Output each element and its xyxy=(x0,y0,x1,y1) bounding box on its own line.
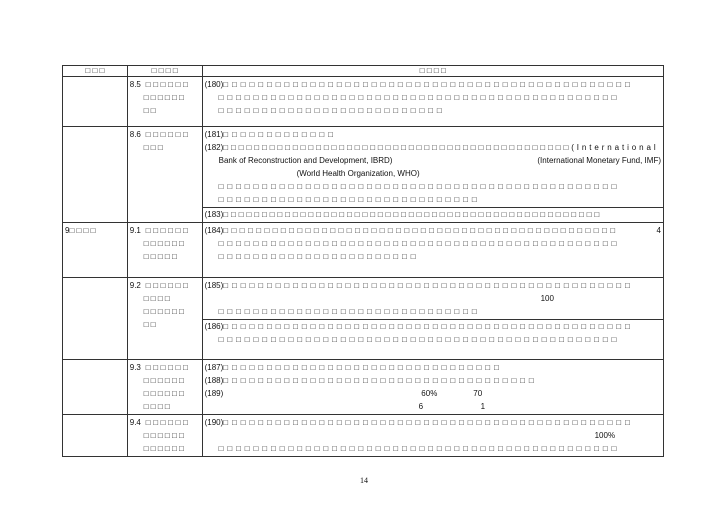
section-title: □ □ □ □ □ xyxy=(143,252,177,261)
section-number: 9.2 xyxy=(129,281,141,290)
section-number: 9.1 xyxy=(129,226,141,235)
header-chapter: □ □ □ xyxy=(63,66,128,77)
chapter-cell: 9□ □ □ □ xyxy=(63,223,128,278)
section-title: □ □ □ □ xyxy=(143,402,170,411)
paragraph-number: (182) xyxy=(204,143,224,152)
table-header-row xyxy=(63,66,664,77)
percent-value: 100% xyxy=(594,431,616,440)
paragraph-number: (190) xyxy=(204,418,224,427)
chapter-cell xyxy=(63,77,128,127)
paragraph xyxy=(205,78,661,91)
paragraph-text: □□□□□□□□□□□□□□□□□□□□□□□□□□□□□□□□□□□□□□□□□□□□□□□ xyxy=(223,80,634,89)
paragraph-line xyxy=(205,154,661,167)
section-title: □ □ □ □ □ □ xyxy=(145,226,189,235)
paragraph-number: (189) xyxy=(204,389,224,398)
section-title: □ □ □ □ □ □ xyxy=(143,431,184,440)
section-title: □ □ □ □ □ □ xyxy=(145,130,189,139)
ibrd-name: Bank of Reconstruction and Development, IBRD) xyxy=(218,156,393,165)
chapter-cell xyxy=(63,415,128,457)
paragraph xyxy=(205,279,661,292)
table-row xyxy=(63,415,664,457)
section-cell xyxy=(127,127,202,223)
paragraph-text: □□□□□□□□□□□□□□□□□□□□□□□□□□□□□□□□□□□□□□□□□□□□□□ xyxy=(218,444,621,453)
section-title: □ □ □ □ □ □ xyxy=(143,376,184,385)
section-title: □ □ □ □ xyxy=(143,294,170,303)
paragraph xyxy=(205,320,661,333)
paragraph-number: (181) xyxy=(204,130,224,139)
paragraph-number: (184) xyxy=(204,226,224,235)
table-row xyxy=(63,360,664,415)
section-title: □ □ □ □ □ □ xyxy=(143,444,184,453)
paragraph-text: □□□□□□□□□□□□□□□□□□□□□□□□□□□□□□□□□□□□□□□□□□□□□□□ xyxy=(223,418,634,427)
paragraph xyxy=(205,416,661,429)
section-cell xyxy=(127,415,202,457)
section-title: □ □ □ □ □ □ xyxy=(143,239,184,248)
paragraph-number: (188) xyxy=(204,376,224,385)
paragraph-number: (183) xyxy=(204,210,224,219)
section-title: □ □ □ □ □ □ xyxy=(143,389,184,398)
percent-value: 60% xyxy=(421,389,438,398)
page-number: 14 xyxy=(360,476,368,485)
paragraph-number: (186) xyxy=(204,322,224,331)
paragraph xyxy=(205,374,661,387)
paragraph-text: □□□□□□□□□□□□□□□□□□□□□□□□□□□□□□□□□□□□□□□□□□□□□□ xyxy=(218,182,621,191)
paragraph xyxy=(205,208,661,221)
section-title: □ □ □ □ □ □ xyxy=(145,281,189,290)
paragraph-text: □□□□□□□□□□□□□□□□□□□□□□□□□□ xyxy=(218,106,446,115)
section-title: □ □ □ xyxy=(143,143,163,152)
section-title: □ □ □ □ □ □ xyxy=(145,363,189,372)
paragraph xyxy=(205,387,661,400)
imf-name: (International Monetary Fund, IMF) xyxy=(537,156,661,165)
paragraph-text: □□□□□□□□□□□□□□□□□□□□□□□□□□□□□□□□□□□□□□□□□□□□□□□ xyxy=(223,322,634,331)
header-section: □ □ □ □ xyxy=(127,66,202,77)
paragraph-text: □□□□□□□□□□□□□□□□□□□□□□□□□□□□□□□□□□□□□□□□□□□□□□ xyxy=(218,239,621,248)
paragraph-text: □□□□□□□□□□□□□□□□□□□□□□□ xyxy=(218,252,420,261)
chapter-cell xyxy=(63,278,128,360)
number-value: 1 xyxy=(480,402,486,411)
section-number: 8.6 xyxy=(129,130,141,139)
section-cell xyxy=(127,360,202,415)
section-cell xyxy=(127,278,202,360)
paragraph-text xyxy=(223,387,661,400)
number-value: 6 xyxy=(418,402,424,411)
content-cell xyxy=(202,77,663,127)
chapter-cell xyxy=(63,127,128,223)
paragraph-text: □□□□□□□□□□□□□□□□□□□□□□□□□□□□□□□□□□□□□□□□□□□□□□□□ xyxy=(223,226,619,235)
paragraph-number: (187) xyxy=(204,363,224,372)
paragraph-text: □□□□□□□□□□□□□□□□□□□□□□□□□□□□□□□□□□□□□□□□□□□□□(International xyxy=(223,143,659,152)
paragraph xyxy=(205,141,661,154)
paragraph-text: □□□□□□□□□□□□□□□□□□□□□□□□□□□□□□□□ xyxy=(223,363,503,372)
paragraph-text: □□□□□□□□□□□□□□□□□□□□□□□□□□□□□□ xyxy=(218,307,481,316)
paragraph-line xyxy=(205,400,661,413)
paragraph xyxy=(205,361,661,374)
paragraph-number: (185) xyxy=(204,281,224,290)
paragraph-text: □□□□□□□□□□□□□□□□□□□□□□□□□□□□□□□□□□□□□□□□□□□□□□ xyxy=(218,335,621,344)
number-value: 70 xyxy=(473,389,483,398)
section-number: 9.3 xyxy=(129,363,141,372)
content-cell xyxy=(202,278,663,360)
section-title: □ □ □ □ □ □ xyxy=(143,93,184,102)
header-content: □ □ □ □ xyxy=(202,66,663,77)
chapter-cell xyxy=(63,360,128,415)
paragraph-value: 100 xyxy=(540,294,554,303)
who-name: (World Health Organization, WHO) xyxy=(296,169,420,178)
section-cell xyxy=(127,77,202,127)
paragraph-text: □□□□□□□□□□□□□□□□□□□□□□□□□□□□□□□□□□□□□□□□□□□□□□□□□ xyxy=(223,210,603,219)
content-cell xyxy=(202,223,663,278)
content-cell xyxy=(202,360,663,415)
section-number: 8.5 xyxy=(129,80,141,89)
section-title: □ □ xyxy=(143,320,156,329)
paragraph-text: □□□□□□□□□□□□□□□□□□□□□□□□□□□□□□□□□□□□□□□□□□□□□□□ xyxy=(223,281,634,290)
paragraph-text: □□□□□□□□□□□□□□□□□□□□□□□□□□□□□□ xyxy=(218,195,481,204)
paragraph-end-number: 4 xyxy=(656,226,661,235)
paragraph xyxy=(205,128,661,141)
content-cell xyxy=(202,415,663,457)
paragraph-text: □□□□□□□□□□□□□ xyxy=(223,130,337,139)
section-cell xyxy=(127,223,202,278)
section-title: □ □ □ □ □ □ xyxy=(143,307,184,316)
paragraph-number: (180) xyxy=(204,80,224,89)
table-row xyxy=(63,127,664,223)
paragraph xyxy=(205,224,661,237)
paragraph-text: □□□□□□□□□□□□□□□□□□□□□□□□□□□□□□□□□□□□□□□□□□□□□□ xyxy=(218,93,621,102)
table-row xyxy=(63,77,664,127)
content-cell xyxy=(202,127,663,223)
table-row xyxy=(63,223,664,278)
section-title: □ □ xyxy=(143,106,156,115)
document-table xyxy=(62,65,664,457)
section-title: □ □ □ □ □ □ xyxy=(145,418,189,427)
paragraph-text: □□□□□□□□□□□□□□□□□□□□□□□□□□□□□□□□□□□□ xyxy=(223,376,538,385)
table-row xyxy=(63,278,664,360)
section-title: □ □ □ □ □ □ xyxy=(145,80,189,89)
section-number: 9.4 xyxy=(129,418,141,427)
